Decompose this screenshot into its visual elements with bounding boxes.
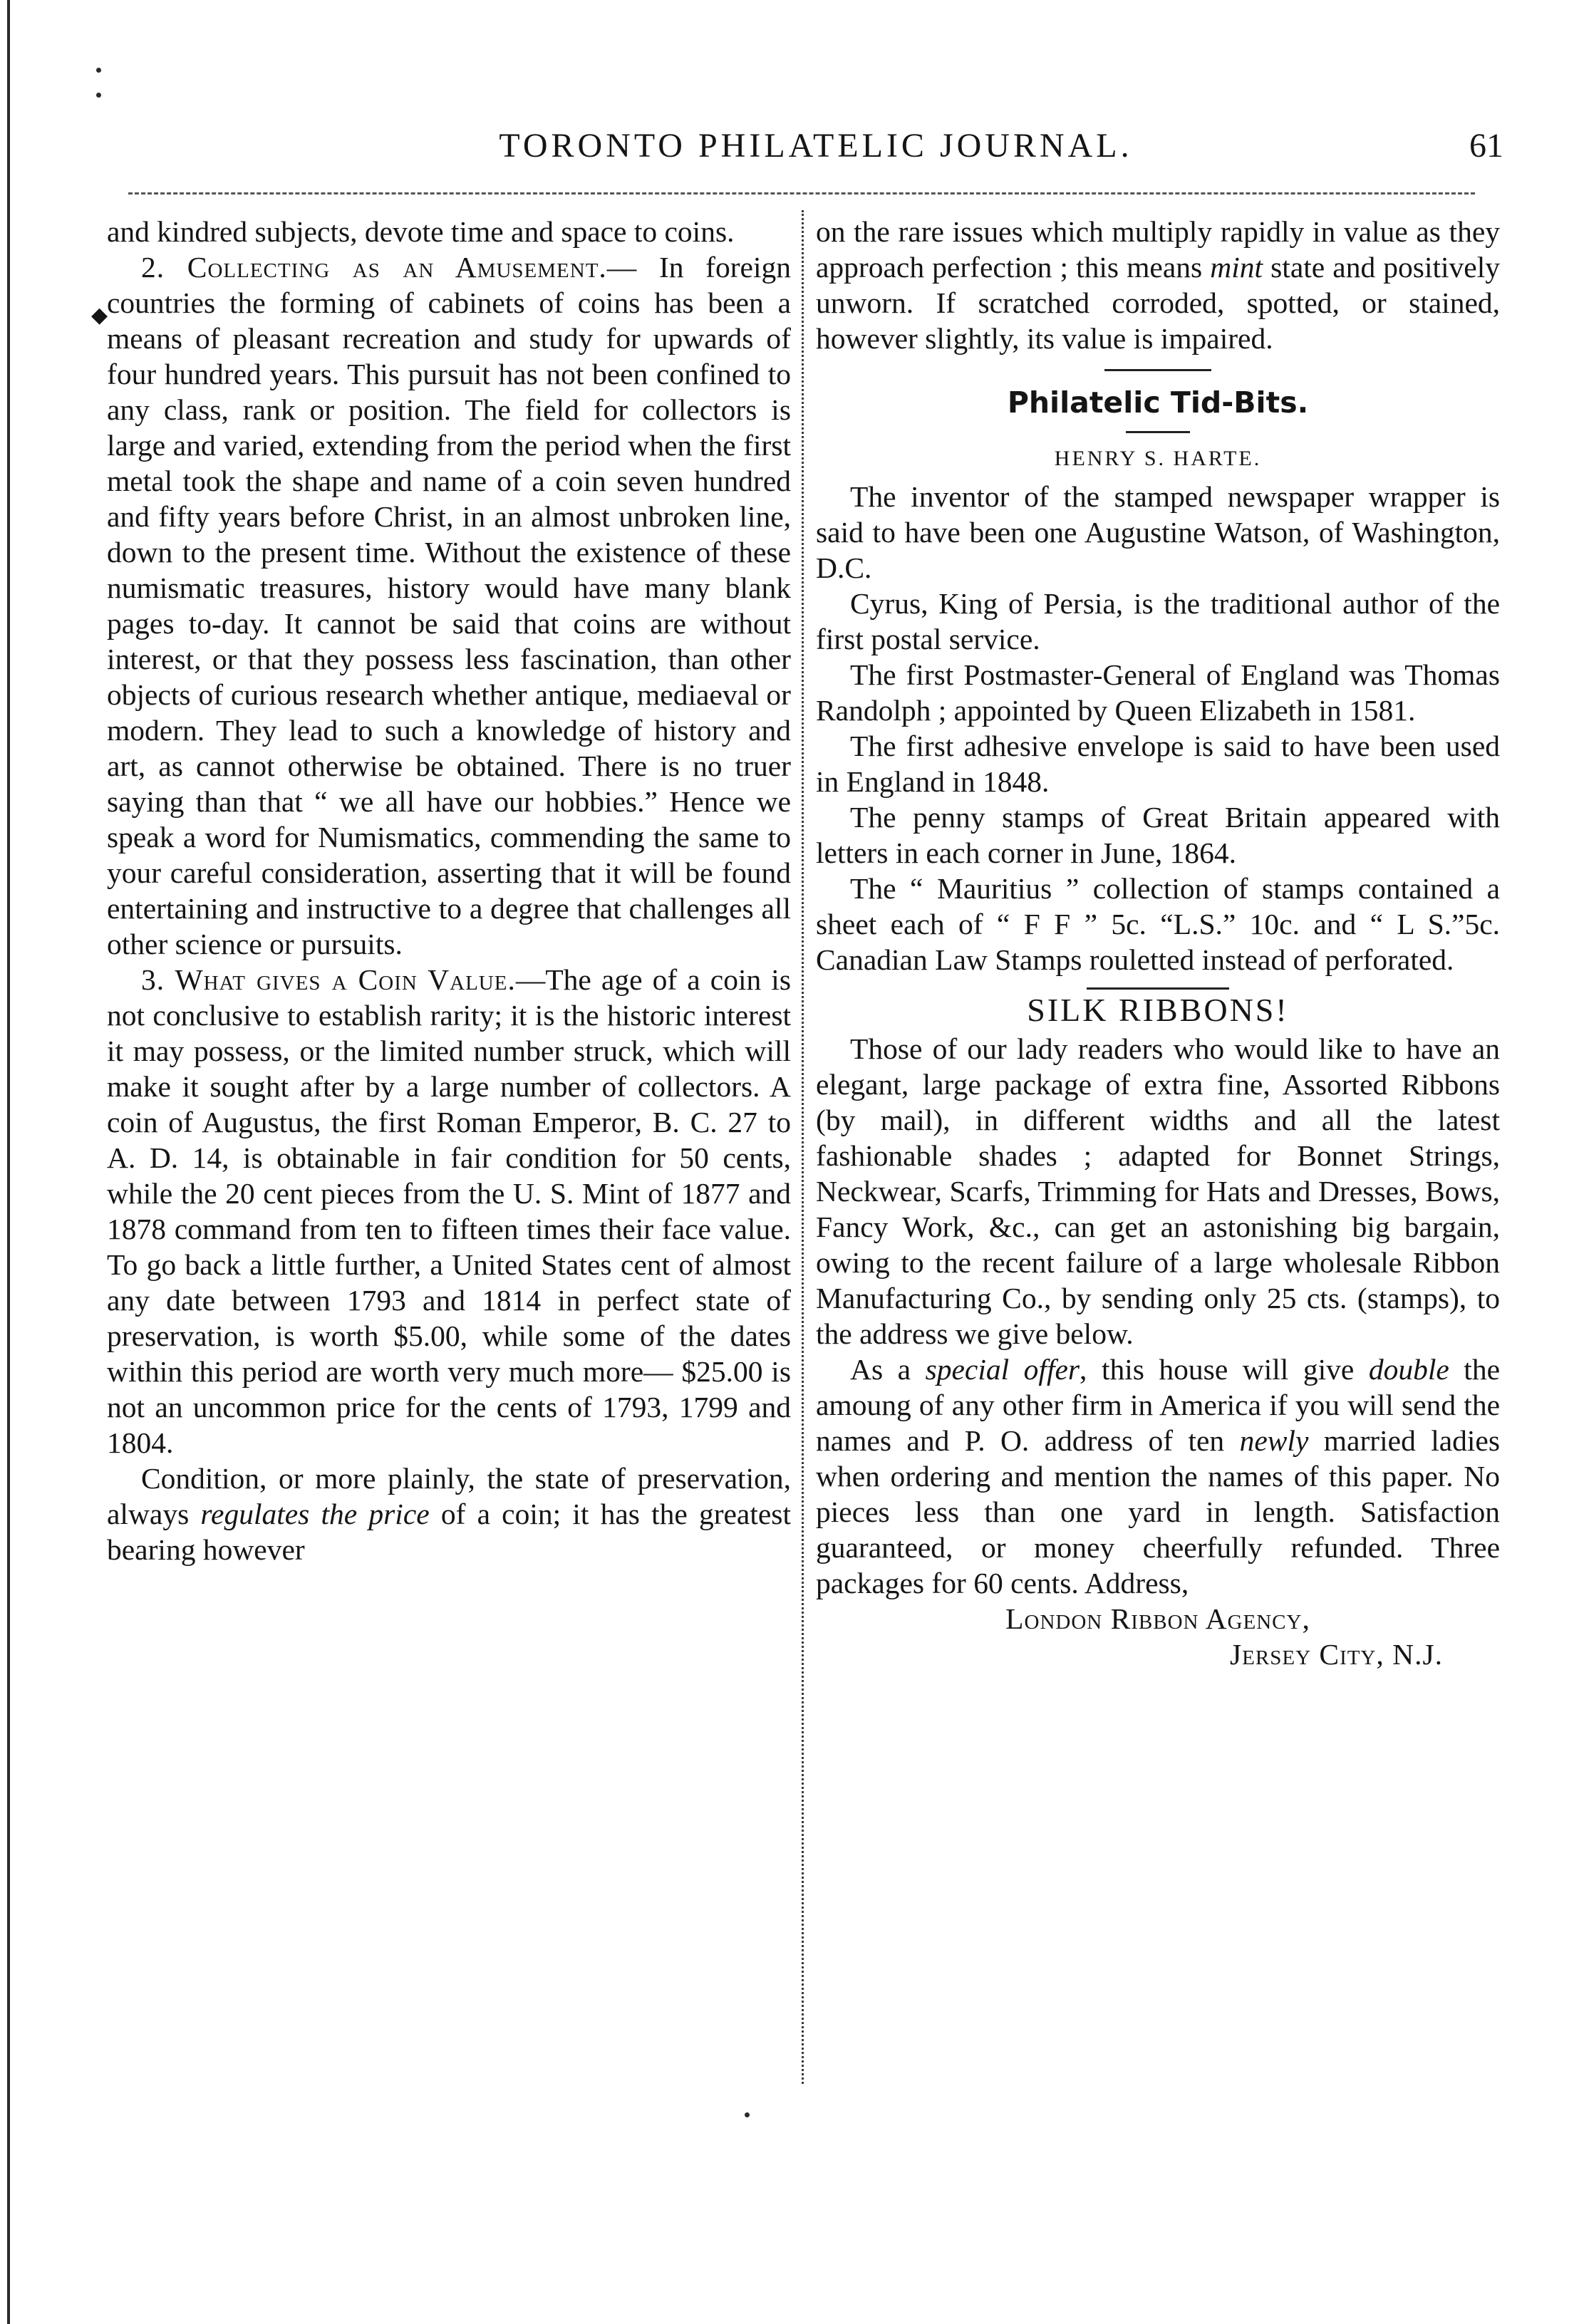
ad-paragraph: Those of our lady readers who would like to have an elegant, large package of extra fine, Assorted Ribbons (by mail), in different widths and all the latest fashionable shades ; adapted for Bonnet Strings, Neckwear, Scarfs, Trimming for Hats and Dresses, Bows, Fancy Work, &c., can get an astonishing big bargain, owing to the recent failure of a large wholesale Ribbon Manufacturing Co., by sending only 25 cts. (stamps), to the address we give below.: [816, 1032, 1500, 1350]
section-2: [107, 249, 791, 962]
left-column: [107, 214, 791, 1567]
column-divider: [802, 210, 804, 2084]
running-title: TORONTO PHILATELIC JOURNAL.: [499, 127, 1133, 165]
tidbit: The first adhesive envelope is said to have been used in England in 1848.: [816, 730, 1500, 798]
tidbits-title: Philatelic Tid-Bits.: [1007, 385, 1309, 420]
tidbit: The penny stamps of Great Britain appeared with letters in each corner in June, 1864.: [816, 801, 1500, 869]
ad-paragraph: As a special offer, this house will give double the amoung of any other firm in America if you will send the names and P. O. address of ten newly married ladies when ordering and mention the names of this paper. No pieces less than one yard in length. Satisfaction guaranteed, or money cheerfully refunded. Three packages for 60 cents. Address,: [816, 1353, 1501, 1599]
section-rule: [1126, 431, 1190, 433]
page-edge-rule: [7, 0, 10, 2324]
tidbit: The inventor of the stamped newspaper wrapper is said to have been one Augustine Watson, of Washington, D.C.: [816, 480, 1500, 584]
section-heading: 2. Collecting as an Amusement.—: [141, 251, 638, 284]
page-number: 61: [1469, 127, 1503, 165]
speck: [96, 93, 101, 98]
section-body: In foreign countries the forming of cabinets of coins has been a means of pleasant recreation and study for upwards of four hundred years. This pursuit has not been confined to any class, rank or position. The field for collectors is large and varied, extending from the period when the first metal took the shape and name of a coin seven hundred and fifty years before Christ, in an almost unbroken line, down to the present time. Without the existence of these numismatic treasures, history would have many blank pages to-day. It cannot be said that coins are without interest, or that they possess less fascination, than other objects of curious research whether antique, mediaeval or modern. They lead to such a knowledge of history and art, as cannot otherwise be obtained. There is no truer saying than that “ we all have our hobbies.” Hence we speak a word for Numismatics, commending the same to your careful consideration, asserting that it will be found entertaining and instructive to a degree that challenges all other science or pursuits.: [107, 251, 791, 960]
ad-signature-name: London Ribbon Agency,: [1005, 1602, 1310, 1635]
emphasis: newly: [1239, 1424, 1309, 1457]
page-header: [107, 121, 1525, 171]
emphasis: mint: [1210, 251, 1263, 284]
emphasis: double: [1368, 1353, 1449, 1386]
speck: [96, 68, 101, 73]
tidbit: The “ Mauritius ” collection of stamps contained a sheet each of “ F F ” 5c. “L.S.” 10c. and “ L S.”5c. Canadian Law Stamps rouletted instead of perforated.: [816, 872, 1500, 976]
ad-title: SILK RIBBONS!: [1027, 992, 1289, 1028]
paragraph: Condition, or more plainly, the state of preservation, always regulates the price of a coin; it has the greatest bearing however: [107, 1462, 791, 1566]
emphasis: regulates the price: [200, 1498, 430, 1530]
ad-signature-place: Jersey City, N.J.: [1230, 1638, 1443, 1671]
speck: [745, 2112, 750, 2117]
tidbits-byline: HENRY S. HARTE.: [1054, 447, 1262, 470]
emphasis: special offer: [925, 1353, 1080, 1386]
tidbit: Cyrus, King of Persia, is the traditional author of the first postal service.: [816, 587, 1500, 655]
section-3: [107, 962, 791, 1461]
right-column: [816, 214, 1500, 1672]
section-heading: 3. What gives a Coin Value.: [141, 963, 516, 996]
tidbit: The first Postmaster-General of England was Thomas Randolph ; appointed by Queen Elizabeth in 1581.: [816, 658, 1500, 727]
section-rule: [1104, 369, 1211, 371]
section-body: —The age of a coin is not conclusive to establish rarity; it is the historic interest it may possess, or the limited number struck, which will make it sought after by a large number of collectors. A coin of Augustus, the first Roman Emperor, B. C. 27 to A. D. 14, is obtainable in fair condition for 50 cents, while the 20 cent pieces from the U. S. Mint of 1877 and 1878 command from ten to fifteen times their face value. To go back a little further, a United States cent of almost any date between 1793 and 1814 in perfect state of preservation, is worth $5.00, while some of the dates within this period are worth very much more— $25.00 is not an uncommon price for the cents of 1793, 1799 and 1804.: [107, 963, 791, 1459]
paragraph: and kindred subjects, devote time and space to coins.: [107, 215, 735, 248]
paragraph: on the rare issues which multiply rapidly in value as they approach perfection ; this means mint state and positively unworn. If scratched corroded, spotted, or stained, however slightly, its value is impaired.: [816, 215, 1500, 355]
header-rule: [128, 192, 1475, 194]
bullet-mark: ◆: [91, 303, 108, 328]
